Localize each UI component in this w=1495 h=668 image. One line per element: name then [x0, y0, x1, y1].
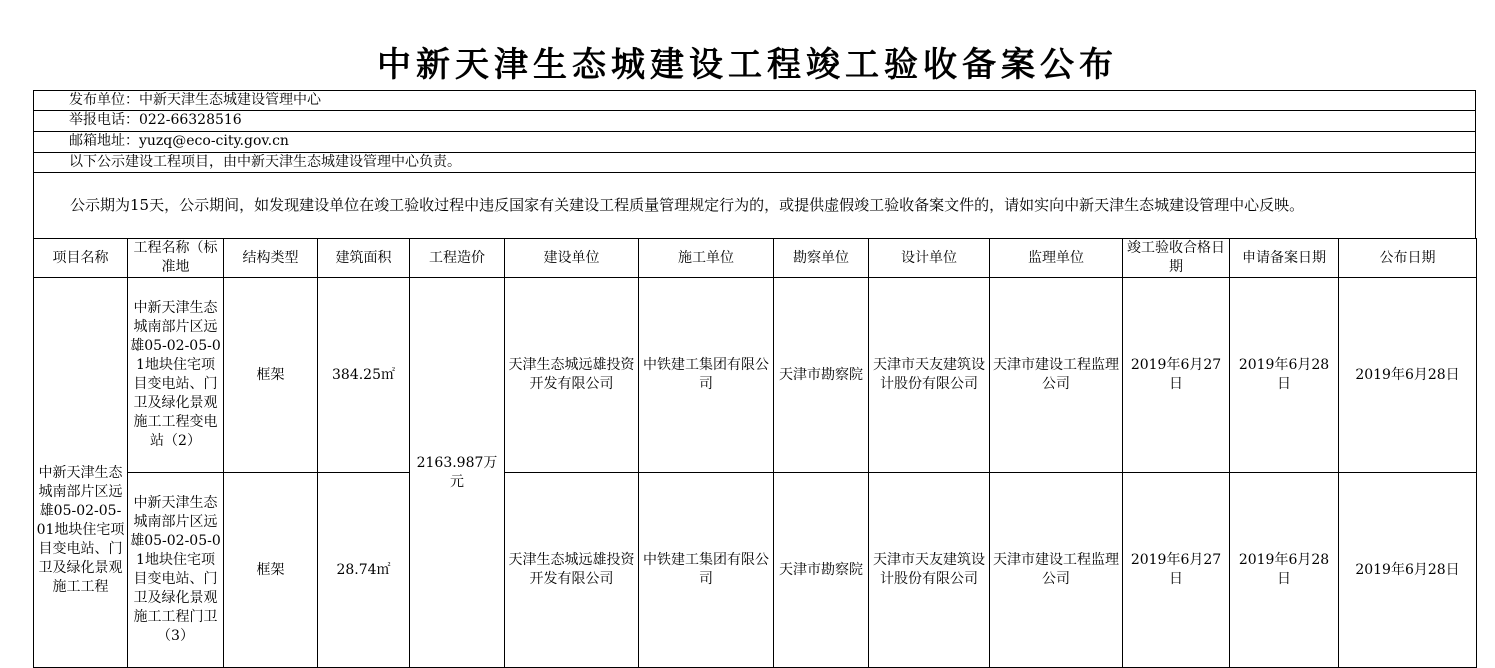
table-row [34, 473, 1477, 668]
structure-cell: 框架 [224, 473, 318, 668]
header-area: 建筑面积 [318, 239, 410, 278]
document-title: 中新天津生态城建设工程竣工验收备案公布 [377, 45, 1118, 85]
contractor-cell: 中铁建工集团有限公司 [639, 473, 774, 668]
header-work-name: 工程名称（标准地 [128, 239, 224, 278]
header-apply-date: 申请备案日期 [1230, 239, 1339, 278]
header-structure: 结构类型 [224, 239, 318, 278]
publisher-line: 发布单位：中新天津生态城建设管理中心 [33, 90, 1476, 111]
designer-cell: 天津市天友建筑设计股份有限公司 [869, 473, 990, 668]
apply-date-cell: 2019年6月28日 [1230, 278, 1339, 473]
header-contractor: 施工单位 [639, 239, 774, 278]
apply-date-cell: 2019年6月28日 [1230, 473, 1339, 668]
supervisor-cell: 天津市建设工程监理公司 [990, 278, 1123, 473]
builder-cell: 天津生态城远雄投资开发有限公司 [505, 278, 639, 473]
supervisor-cell: 天津市建设工程监理公司 [990, 473, 1123, 668]
header-cost: 工程造价 [410, 239, 505, 278]
notice-text: 公示期为15天，公示期间，如发现建设单位在竣工验收过程中违反国家有关建设工程质量管理规定行为的，或提供虚假竣工验收备案文件的，请如实向中新天津生态城建设管理中心反映。 [33, 173, 1476, 238]
header-builder: 建设单位 [505, 239, 639, 278]
header-publish-date: 公布日期 [1339, 239, 1477, 278]
hotline-line: 举报电话：022-66328516 [33, 111, 1476, 132]
publish-date-cell: 2019年6月28日 [1339, 473, 1477, 668]
accept-date-cell: 2019年6月27日 [1123, 278, 1230, 473]
builder-cell: 天津生态城远雄投资开发有限公司 [505, 473, 639, 668]
header-designer: 设计单位 [869, 239, 990, 278]
contractor-cell: 中铁建工集团有限公司 [639, 278, 774, 473]
area-cell: 28.74㎡ [318, 473, 410, 668]
table-header-row [34, 239, 1477, 278]
designer-cell: 天津市天友建筑设计股份有限公司 [869, 278, 990, 473]
header-accept-date: 竣工验收合格日期 [1123, 239, 1230, 278]
structure-cell: 框架 [224, 278, 318, 473]
accept-date-cell: 2019年6月27日 [1123, 473, 1230, 668]
cost-cell: 2163.987万元 [410, 278, 505, 668]
header-surveyor: 勘察单位 [774, 239, 869, 278]
table-row [34, 278, 1477, 473]
header-project-name: 项目名称 [34, 239, 128, 278]
project-name-cell: 中新天津生态城南部片区远雄05-02-05-01地块住宅项目变电站、门卫及绿化景观施工工程 [34, 278, 128, 668]
responsibility-line: 以下公示建设工程项目，由中新天津生态城建设管理中心负责。 [33, 153, 1476, 173]
surveyor-cell: 天津市勘察院 [774, 473, 869, 668]
publish-date-cell: 2019年6月28日 [1339, 278, 1477, 473]
work-name-cell: 中新天津生态城南部片区远雄05-02-05-01地块住宅项目变电站、门卫及绿化景观施工工程门卫（3） [128, 473, 224, 668]
email-line: 邮箱地址：yuzq@eco-city.gov.cn [33, 132, 1476, 153]
area-cell: 384.25㎡ [318, 278, 410, 473]
work-name-cell: 中新天津生态城南部片区远雄05-02-05-01地块住宅项目变电站、门卫及绿化景观施工工程变电站（2） [128, 278, 224, 473]
header-supervisor: 监理单位 [990, 239, 1123, 278]
surveyor-cell: 天津市勘察院 [774, 278, 869, 473]
filing-table [33, 238, 1477, 668]
